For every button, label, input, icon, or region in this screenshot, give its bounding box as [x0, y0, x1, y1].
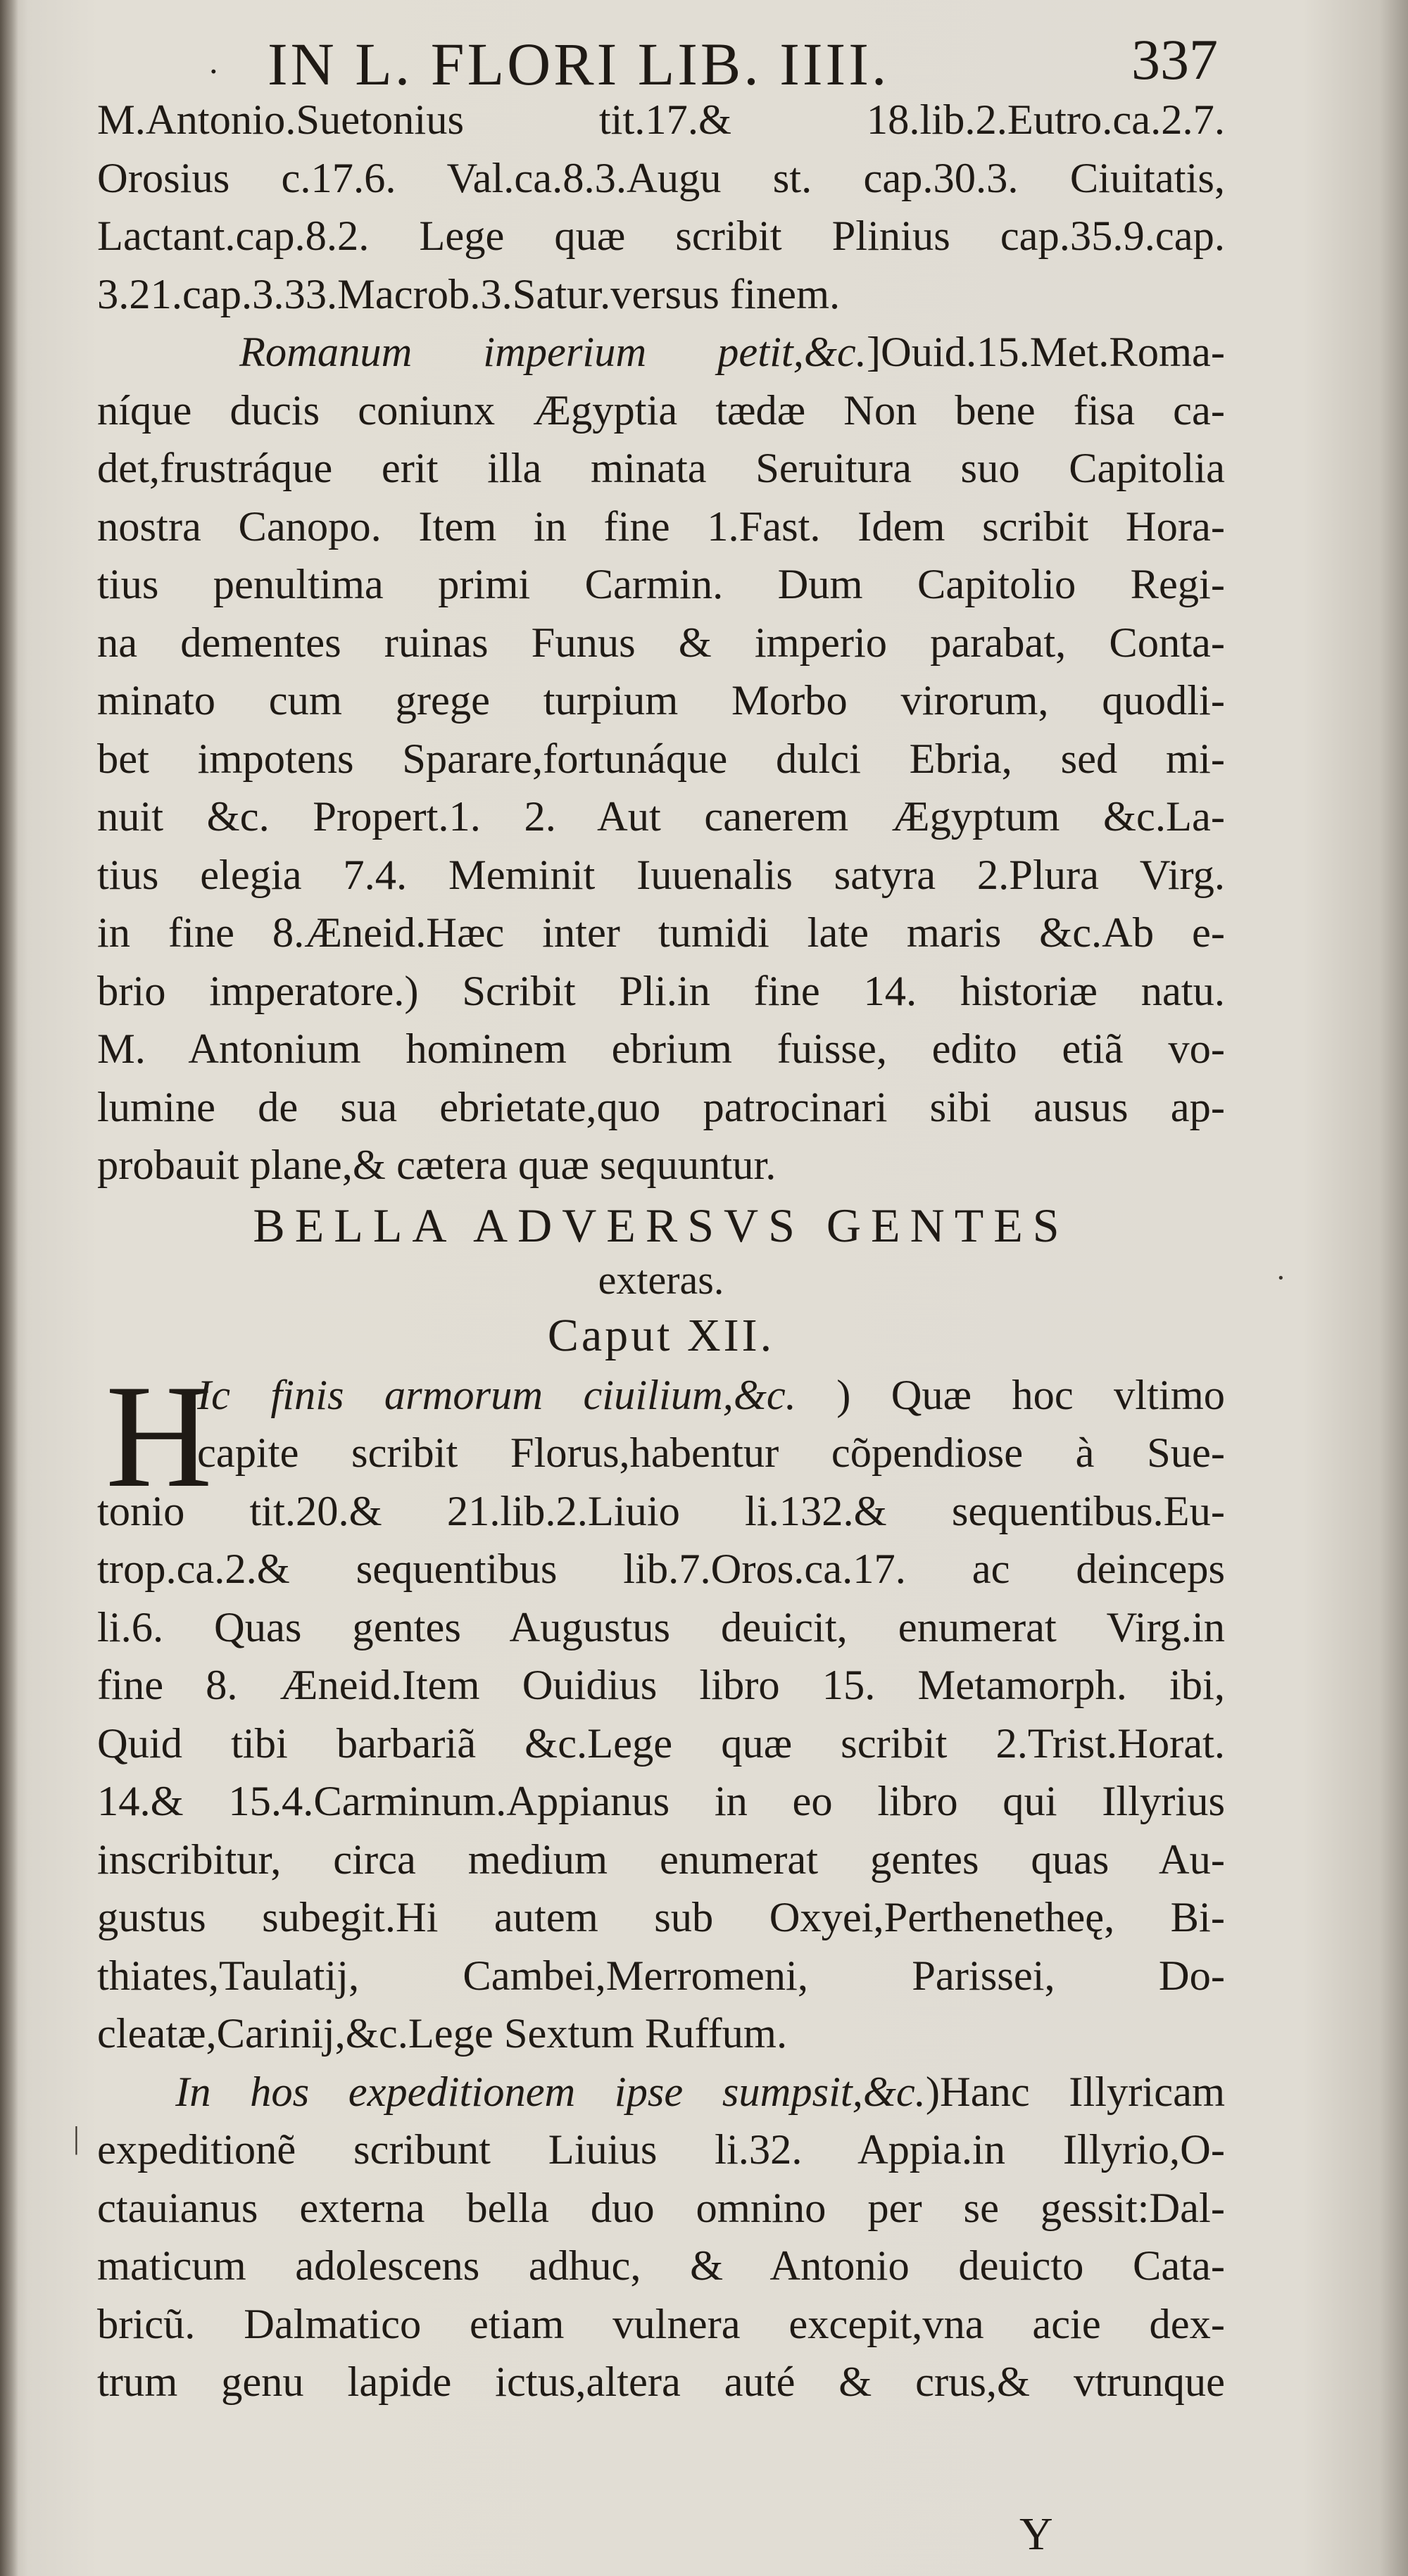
- text-line: M.Antonio.Suetonius tit.17.& 18.lib.2.Eutro.ca.2.7.: [97, 96, 1225, 144]
- lemma-line: [97, 324, 1225, 382]
- text-line: minato cum grege turpium Morbo virorum, quodli-: [97, 677, 1225, 724]
- text-line: tius penultima primi Carmin. Dum Capitolio Regi-: [97, 561, 1225, 608]
- page-header: [106, 20, 1218, 97]
- text-line: maticum adolescens adhuc, & Antonio deuicto Cata-: [97, 2242, 1225, 2290]
- lemma-line: [97, 2064, 1225, 2122]
- text-line: M. Antonium hominem ebrium fuisse, edito etiã vo-: [97, 1025, 1225, 1073]
- text-line: det,frustráque erit illa minata Seruitura suo Capitolia: [97, 445, 1225, 492]
- text-line: inscribitur, circa medium enumerat gentes quas Au-: [97, 1836, 1225, 1883]
- signature-mark: Y: [1019, 2508, 1053, 2560]
- lemma: Romanum imperium petit,&c.: [239, 329, 867, 376]
- text-line: ctauianus externa bella duo omnino per se gessit:Dal-: [97, 2184, 1225, 2232]
- text-line: bricũ. Dalmatico etiam vulnera excepit,vna acie dex-: [97, 2300, 1225, 2348]
- text-line: gustus subegit.Hi autem sub Oxyei,Perthenetheę, Bi-: [97, 1894, 1225, 1941]
- section-subheading: exteras.: [598, 1256, 724, 1303]
- page-number: 337: [1131, 27, 1218, 91]
- text-line: bet impotens Sparare,fortunáque dulci Ebria, sed mi-: [97, 735, 1225, 783]
- lemma: Ic finis armorum ciuilium,&c.: [197, 1371, 796, 1419]
- text-line: Quid tibi barbariã &c.Lege quæ scribit 2.Trist.Horat.: [97, 1719, 1225, 1767]
- text-span: ]Ouid.15.Met.Roma-: [866, 329, 1225, 376]
- text-line: Lactant.cap.8.2. Lege quæ scribit Plinius cap.35.9.cap.: [97, 213, 1225, 260]
- drop-cap: H: [106, 1354, 213, 1518]
- text-span: )Hanc Illyricam: [925, 2068, 1225, 2116]
- text-line: nostra Canopo. Item in fine 1.Fast. Idem scribit Hora-: [97, 503, 1225, 550]
- margin-mark-right: ·: [1276, 1261, 1286, 1295]
- text-line: Orosius c.17.6. Val.ca.8.3.Augu st. cap.30.3. Ciuitatis,: [97, 154, 1225, 202]
- text-line: expeditionẽ scribunt Liuius li.32. Appia.in Illyrio,O-: [97, 2126, 1225, 2173]
- text-line: 3.21.cap.3.33.Macrob.3.Satur.versus finem.: [97, 270, 841, 318]
- section-heading: BELLA ADVERSVS GENTES: [253, 1198, 1069, 1252]
- text-line: fine 8. Æneid.Item Ouidius libro 15. Metamorph. ibi,: [97, 1662, 1225, 1709]
- body-text: [97, 91, 1225, 2412]
- text-span: ) Quæ hoc vltimo: [836, 1371, 1225, 1419]
- gutter-shadow: [0, 0, 18, 2576]
- text-line: níque ducis coniunx Ægyptia tædæ Non bene fisa ca-: [97, 386, 1225, 434]
- text-line: tius elegia 7.4. Meminit Iuuenalis satyra 2.Plura Virg.: [97, 851, 1225, 899]
- text-line: probauit plane,& cætera quæ sequuntur.: [97, 1142, 777, 1189]
- text-line: thiates,Taulatij, Cambei,Merromeni, Parissei, Do-: [97, 1952, 1225, 2000]
- margin-mark-left: |: [73, 2121, 80, 2155]
- text-line: 14.& 15.4.Carminum.Appianus in eo libro qui Illyrius: [97, 1778, 1225, 1825]
- text-line: lumine de sua ebrietate,quo patrocinari sibi ausus ap-: [97, 1083, 1225, 1131]
- text-line: trum genu lapide ictus,altera auté & crus,& vtrunque: [97, 2359, 1225, 2406]
- lemma: In hos expeditionem ipse sumpsit,&c.: [175, 2068, 926, 2116]
- chapter-heading: Caput XII.: [547, 1309, 775, 1361]
- lemma-line: [197, 1367, 1225, 1425]
- text-line: trop.ca.2.& sequentibus lib.7.Oros.ca.17. ac deinceps: [97, 1546, 1225, 1593]
- text-line: tonio tit.20.& 21.lib.2.Liuio li.132.& sequentibus.Eu-: [97, 1487, 1225, 1535]
- header-dot: ·: [208, 51, 220, 91]
- text-line: li.6. Quas gentes Augustus deuicit, enumerat Virg.in: [97, 1603, 1225, 1651]
- text-line: na dementes ruinas Funus & imperio parabat, Conta-: [97, 619, 1225, 667]
- running-title: IN L. FLORI LIB. IIII.: [268, 30, 890, 98]
- text-line: cleatæ,Carinij,&c.Lege Sextum Ruffum.: [97, 2010, 788, 2057]
- text-line: nuit &c. Propert.1. 2. Aut canerem Ægyptum &c.La-: [97, 793, 1225, 840]
- text-line: capite scribit Florus,habentur cõpendiose à Sue-: [197, 1429, 1225, 1477]
- text-line: in fine 8.Æneid.Hæc inter tumidi late maris &c.Ab e-: [97, 909, 1225, 956]
- text-line: brio imperatore.) Scribit Pli.in fine 14. historiæ natu.: [97, 967, 1225, 1015]
